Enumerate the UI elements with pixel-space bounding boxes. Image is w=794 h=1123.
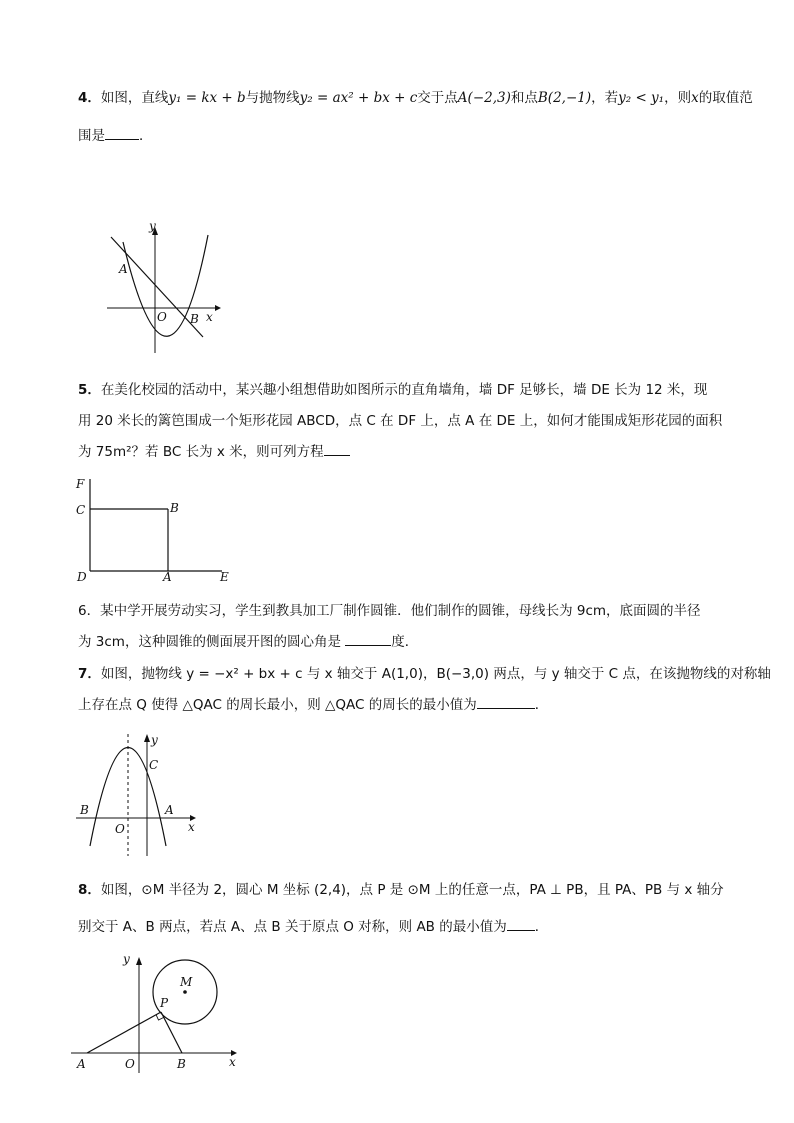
q8-label-b: B <box>177 1057 186 1071</box>
q8-line-1 <box>78 881 724 899</box>
q7-y-arrow <box>144 734 150 742</box>
q4-figure <box>95 215 230 360</box>
q4-text: ． <box>139 128 153 144</box>
q5-line-1 <box>78 381 707 399</box>
q4-text: 交于点 <box>417 90 458 106</box>
q4-point-b: B(2,−1) <box>537 90 592 106</box>
q6-text: 为 3cm，这种圆锥的侧面展开图的圆心角是 <box>78 634 341 650</box>
q4-label-b: B <box>190 312 199 326</box>
q7-label-a: A <box>165 803 174 817</box>
q4-text: ，则 <box>664 90 692 106</box>
q5-label-e: E <box>220 570 229 584</box>
q7-answer-blank[interactable] <box>477 696 535 709</box>
q5-text: 为 75m²？若 BC 长为 x 米，则可列方程 <box>78 444 324 460</box>
q8-number: 8． <box>78 882 101 898</box>
q7-text: 上存在点 Q 使得 △QAC 的周长最小，则 △QAC 的周长的最小值为 <box>78 697 477 713</box>
q4-parabola-equation: y₂ = ax² + bx + c <box>299 90 418 106</box>
q8-y-arrow <box>136 957 142 965</box>
q5-number: 5． <box>78 382 101 398</box>
q4-text: ，若 <box>591 90 619 106</box>
q8-center-m <box>183 990 187 994</box>
q7-text: 如图，抛物线 y = −x² + bx + c 与 x 轴交于 A(1,0)，B(−3,0) 两点，与 y 轴交于 C 点，在该抛物线的对称轴 <box>100 666 771 682</box>
q5-label-a: A <box>163 570 172 584</box>
q5-label-b: B <box>170 501 179 515</box>
q4-condition: y₂ < y₁ <box>618 90 665 106</box>
q8-label-m: M <box>180 975 193 989</box>
q5-label-d: D <box>77 570 87 584</box>
q7-line-2 <box>78 696 548 714</box>
q8-label-a: A <box>77 1057 86 1071</box>
q4-text: 如图，直线 <box>100 90 169 106</box>
q6-line-2 <box>78 633 418 651</box>
q6-text: 某中学开展劳动实习，学生到教具加工厂制作圆锥．他们制作的圆锥，母线长为 9cm，底面圆的半径 <box>100 603 701 619</box>
q4-label-o: O <box>157 310 167 324</box>
q7-label-o: O <box>115 822 125 836</box>
q5-text: 用 20 米长的篱笆围成一个矩形花园 ABCD，点 C 在 DF 上，点 A 在 DE 上，如何才能围成矩形花园的面积 <box>78 413 723 429</box>
q7-label-b: B <box>80 803 89 817</box>
q8-line-pb <box>161 1012 182 1053</box>
q4-text: 的取值范 <box>698 90 753 106</box>
q6-answer-blank[interactable] <box>345 633 391 646</box>
q4-label-x: x <box>206 310 213 324</box>
q8-text: 如图，⊙M 半径为 2，圆心 M 坐标 (2,4)，点 P 是 ⊙M 上的任意一点，PA ⊥ PB，且 PA、PB 与 x 轴分 <box>100 882 724 898</box>
q5-text: 在美化校园的活动中，某兴趣小组想借助如图所示的直角墙角，墙 DF 足够长，墙 DE 长为 12 米，现 <box>100 382 708 398</box>
q4-x-arrow <box>215 305 221 311</box>
q8-label-x: x <box>229 1055 236 1069</box>
q6-line-1 <box>78 602 701 620</box>
q4-label-a: A <box>119 262 128 276</box>
q5-line-3 <box>78 443 350 461</box>
q4-line-equation: y₁ = kx + b <box>168 90 246 106</box>
q5-label-c: C <box>76 503 86 517</box>
q4-text: 和点 <box>510 90 538 106</box>
q7-figure <box>70 728 210 860</box>
q8-figure <box>65 950 245 1075</box>
q5-figure <box>70 474 240 586</box>
q4-text: 与抛物线 <box>245 90 300 106</box>
q8-line-pa <box>87 1012 161 1053</box>
q8-label-o: O <box>125 1057 135 1071</box>
q6-text: 度． <box>391 634 419 650</box>
q8-text: 别交于 A、B 两点，若点 A、点 B 关于原点 O 对称，则 AB 的最小值为 <box>78 919 507 935</box>
q8-answer-blank[interactable] <box>507 918 535 931</box>
q7-label-c: C <box>149 758 159 772</box>
q6-number: 6． <box>78 603 101 619</box>
q5-answer-blank[interactable] <box>324 443 350 456</box>
q7-line-1 <box>78 665 771 683</box>
q8-text: ． <box>534 919 549 935</box>
q5-label-f: F <box>76 477 85 491</box>
q4-line-2 <box>78 127 153 145</box>
q4-point-a: A(−2,3) <box>457 90 511 106</box>
q5-line-2 <box>78 412 722 430</box>
q4-answer-blank[interactable] <box>105 127 139 140</box>
q4-line-1 <box>78 89 753 107</box>
q4-number: 4． <box>78 90 101 106</box>
q4-var-x: x <box>691 90 699 106</box>
q7-text: ． <box>534 697 549 713</box>
q8-label-y: y <box>123 952 130 966</box>
q4-text: 围是 <box>78 128 105 144</box>
q8-label-p: P <box>160 996 169 1010</box>
q7-label-x: x <box>188 820 195 834</box>
q4-label-y: y <box>149 219 156 233</box>
q8-line-2 <box>78 918 548 936</box>
q7-number: 7． <box>78 666 101 682</box>
q7-label-y: y <box>151 733 158 747</box>
